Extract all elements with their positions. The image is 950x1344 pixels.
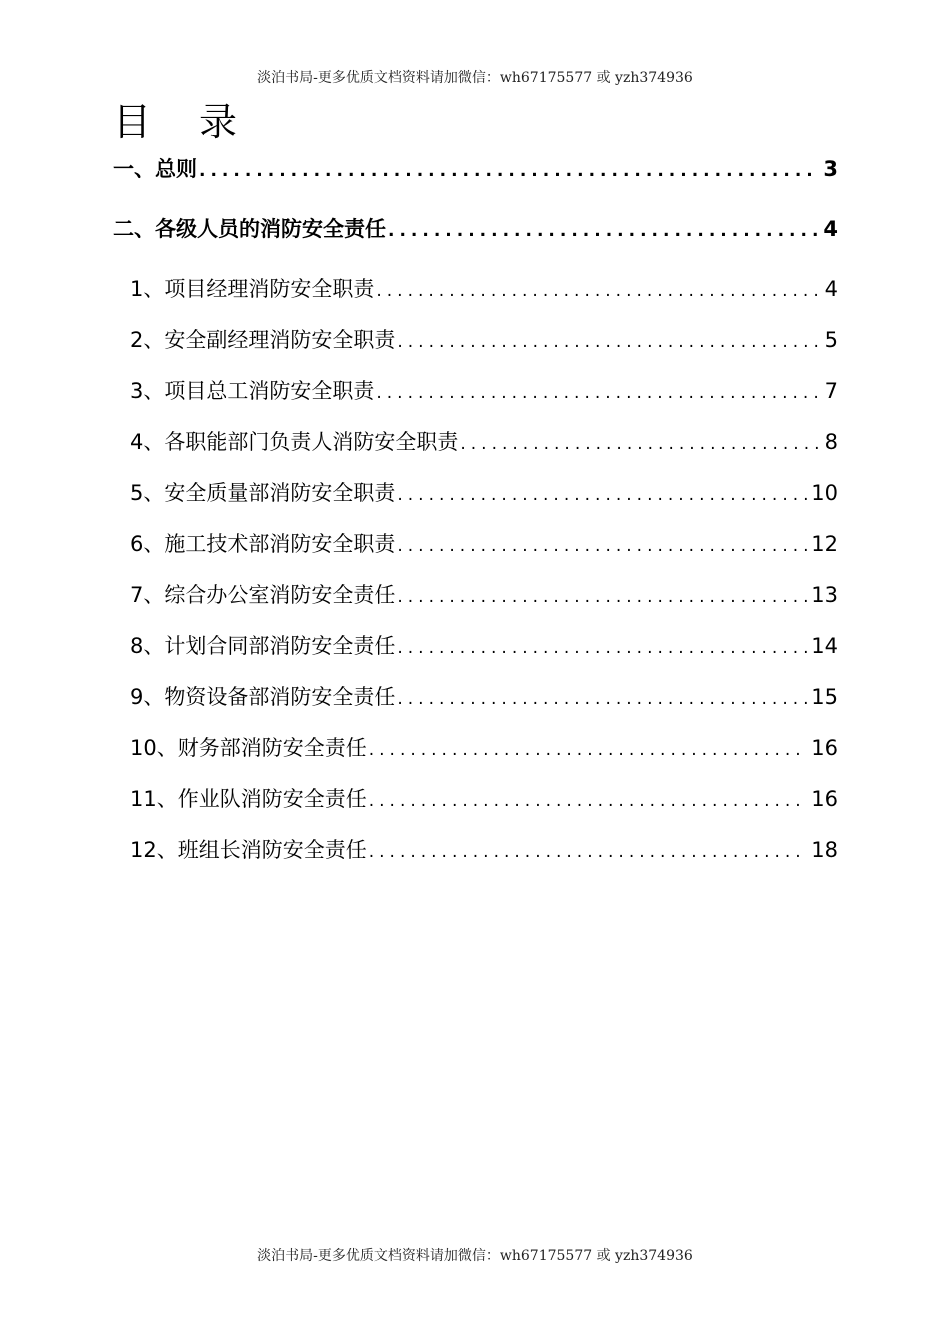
toc-entry[interactable]	[113, 372, 838, 423]
toc-entry-page: 4	[824, 277, 838, 301]
toc-entry-label: 5、安全质量部消防安全职责	[130, 481, 396, 505]
toc-entry[interactable]	[113, 576, 838, 627]
toc-dot-leader	[376, 272, 820, 310]
toc-entry-label: 8、计划合同部消防安全责任	[130, 634, 396, 658]
toc-entry[interactable]	[113, 423, 838, 474]
table-of-contents	[113, 150, 838, 882]
toc-entry-label: 二、各级人员的消防安全责任	[113, 217, 386, 241]
toc-entry-label: 10、财务部消防安全责任	[130, 736, 367, 760]
toc-dot-leader	[369, 731, 808, 769]
toc-entry-label: 3、项目总工消防安全职责	[130, 379, 375, 403]
toc-dot-leader	[397, 323, 820, 361]
toc-entry[interactable]	[113, 780, 838, 831]
toc-dot-leader	[397, 476, 807, 514]
toc-entry-page: 12	[811, 532, 838, 556]
toc-dot-leader	[397, 680, 807, 718]
toc-entry-page: 8	[824, 430, 838, 454]
toc-entry-page: 16	[811, 787, 838, 811]
toc-entry-personnel-responsibilities[interactable]	[113, 210, 838, 270]
toc-entry[interactable]	[113, 525, 838, 576]
toc-entry[interactable]	[113, 474, 838, 525]
toc-entry-page: 16	[811, 736, 838, 760]
toc-entry-page: 7	[824, 379, 838, 403]
toc-entry-label: 7、综合办公室消防安全责任	[130, 583, 396, 607]
toc-dot-leader	[369, 782, 808, 820]
toc-title: 目录	[113, 100, 286, 144]
toc-dot-leader	[199, 152, 819, 190]
toc-dot-leader	[460, 425, 820, 463]
toc-entry-page: 5	[824, 328, 838, 352]
toc-dot-leader	[388, 212, 819, 250]
toc-entry-page: 13	[811, 583, 838, 607]
toc-dot-leader	[397, 578, 807, 616]
toc-entry-label: 一、总则	[113, 157, 197, 181]
toc-entry-page: 14	[811, 634, 838, 658]
toc-entry[interactable]	[113, 627, 838, 678]
toc-entry-page: 15	[811, 685, 838, 709]
toc-entry[interactable]	[113, 270, 838, 321]
toc-dot-leader	[397, 527, 807, 565]
toc-entry[interactable]	[113, 678, 838, 729]
toc-entry-label: 1、项目经理消防安全职责	[130, 277, 375, 301]
page-header: 淡泊书局-更多优质文档资料请加微信：wh67175577 或 yzh374936	[257, 70, 693, 86]
toc-entry-label: 12、班组长消防安全责任	[130, 838, 367, 862]
toc-entry-page: 18	[811, 838, 838, 862]
toc-entry-page: 4	[823, 217, 838, 241]
toc-entry-label: 9、物资设备部消防安全责任	[130, 685, 396, 709]
toc-entry-label: 11、作业队消防安全责任	[130, 787, 367, 811]
toc-entry[interactable]	[113, 831, 838, 882]
toc-dot-leader	[397, 629, 807, 667]
toc-entry-page: 3	[823, 157, 838, 181]
toc-entry-label: 4、各职能部门负责人消防安全职责	[130, 430, 459, 454]
toc-entry-page: 10	[811, 481, 838, 505]
toc-entry[interactable]	[113, 321, 838, 372]
toc-entry[interactable]	[113, 729, 838, 780]
page-footer: 淡泊书局-更多优质文档资料请加微信：wh67175577 或 yzh374936	[257, 1248, 693, 1264]
toc-entry-label: 6、施工技术部消防安全职责	[130, 532, 396, 556]
toc-dot-leader	[376, 374, 820, 412]
toc-dot-leader	[369, 833, 808, 871]
toc-entry-general-provisions[interactable]	[113, 150, 838, 210]
toc-entry-label: 2、安全副经理消防安全职责	[130, 328, 396, 352]
